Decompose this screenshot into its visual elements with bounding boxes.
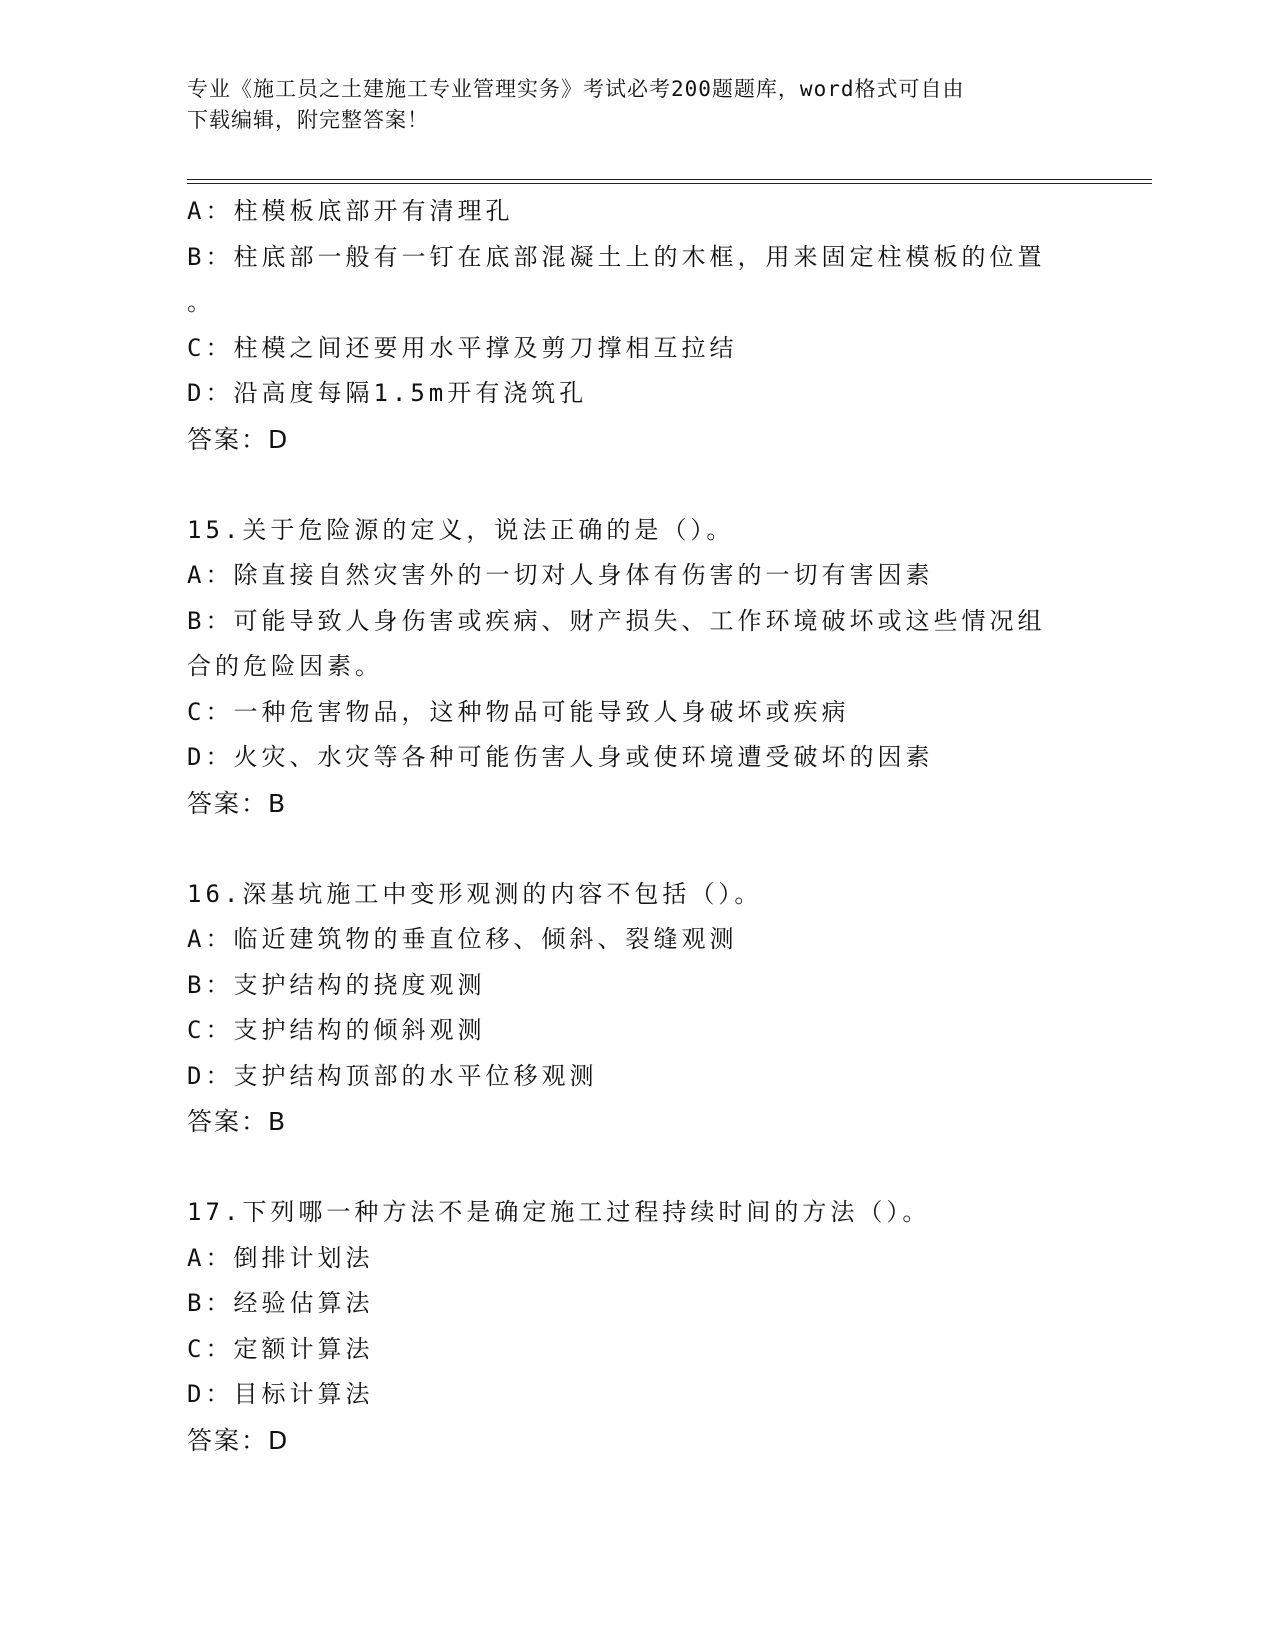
option-c: C：柱模之间还要用水平撑及剪刀撑相互拉结 (187, 333, 738, 362)
header-line-1: 专业《施工员之土建施工专业管理实务》考试必考200题题库，word格式可自由 (187, 77, 965, 101)
option-b-continued: 。 (187, 288, 215, 316)
option-d: D：沿高度每隔1.5m开有浇筑孔 (187, 379, 588, 407)
option-d: D：支护结构顶部的水平位移观测 (187, 1061, 598, 1090)
option-b: B：可能导致人身伤害或疾病、财产损失、工作环境破坏或这些情况组 (187, 606, 1046, 635)
question-list (187, 189, 1087, 1463)
document-header (187, 74, 1067, 136)
question-text: 15.关于危险源的定义，说法正确的是（）。 (187, 515, 735, 544)
question-14 (187, 189, 1087, 462)
option-d: D：火灾、水灾等各种可能伤害人身或使环境遭受破坏的因素 (187, 743, 934, 771)
option-c: C：支护结构的倾斜观测 (187, 1016, 486, 1044)
answer: 答案：D (187, 424, 290, 454)
answer: 答案：D (187, 1425, 290, 1455)
option-a: A：除直接自然灾害外的一切对人身体有伤害的一切有害因素 (187, 561, 934, 589)
question-16 (187, 872, 1087, 1145)
option-b: B：支护结构的挠度观测 (187, 970, 486, 999)
header-rule-bottom (187, 183, 1152, 184)
question-text: 16.深基坑施工中变形观测的内容不包括（）。 (187, 879, 763, 908)
option-c: C：定额计算法 (187, 1334, 374, 1363)
option-a: A：临近建筑物的垂直位移、倾斜、裂缝观测 (187, 925, 738, 953)
option-a: A：柱模板底部开有清理孔 (187, 197, 514, 225)
header-line-2: 下载编辑，附完整答案！ (187, 108, 429, 132)
question-17 (187, 1190, 1087, 1463)
option-b-continued: 合的危险因素。 (187, 652, 383, 680)
spacer (187, 1145, 1087, 1191)
answer: 答案：B (187, 1107, 288, 1136)
answer: 答案：B (187, 788, 288, 818)
question-text: 17.下列哪一种方法不是确定施工过程持续时间的方法（）。 (187, 1198, 931, 1226)
spacer (187, 462, 1087, 508)
spacer (187, 826, 1087, 872)
option-d: D：目标计算法 (187, 1380, 374, 1408)
option-b: B：柱底部一般有一钉在底部混凝土上的木框，用来固定柱模板的位置 (187, 242, 1046, 271)
header-rule-top (187, 179, 1152, 180)
option-b: B：经验估算法 (187, 1289, 374, 1317)
option-c: C：一种危害物品，这种物品可能导致人身破坏或疾病 (187, 697, 850, 726)
option-a: A：倒排计划法 (187, 1243, 374, 1272)
question-15 (187, 508, 1087, 827)
